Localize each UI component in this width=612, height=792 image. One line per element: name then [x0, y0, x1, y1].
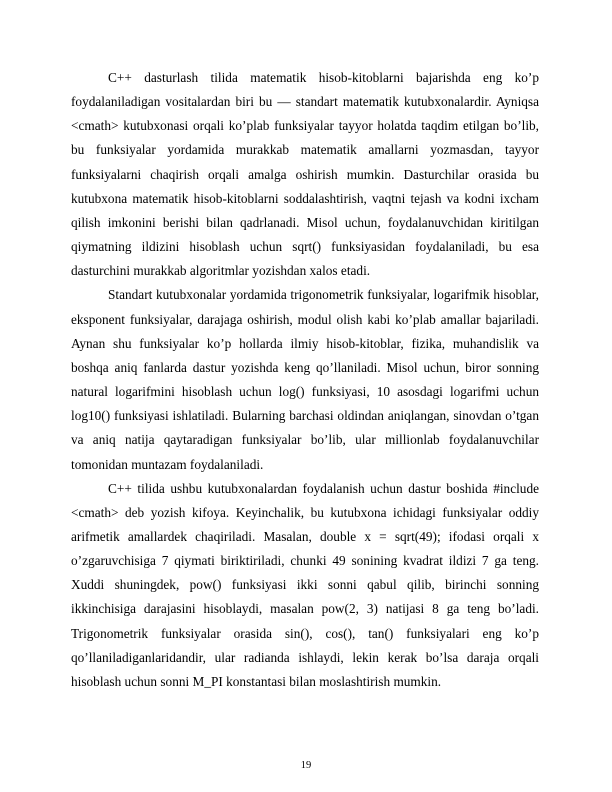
paragraph-cmath-intro: C++ dasturlash tilida matematik hisob-kitoblarni bajarishda eng ko’p foydalaniladigan vositalardan biri bu — standart matematik kutubxonalardir. Ayniqsa <cmath> kutubxonasi orqali ko’plab funksiyalar tayyor holatda taqdim etilgan bo’lib, bu funksiyalar yordamida murakkab matematik amallarni yozmasdan, tayyor funksiyalarni chaqirish orqali amalga oshirish mumkin. Dasturchilar orasida bu kutubxona matematik hisob-kitoblarni soddalashtirish, vaqtni tejash va kodni ixcham qilish imkonini berishi bilan qadrlanadi. Misol uchun, foydalanuvchidan kiritilgan qiymatning ildizini hisoblash uchun sqrt() funksiyasidan foydalaniladi, bu esa dasturchini murakkab algoritmlar yozishdan xalos etadi. — [71, 70, 539, 279]
document-body — [71, 66, 539, 694]
page-number: 19 — [300, 760, 312, 771]
paragraph-standard-functions: Standart kutubxonalar yordamida trigonometrik funksiyalar, logarifmik hisoblar, eksponent funksiyalar, darajaga oshirish, modul olish kabi ko’plab amallar bajariladi. Aynan shu funksiyalar ko’p hollarda ilmiy hisob-kitoblar, fizika, muhandislik va boshqa aniq fanlarda dastur yozishda keng qo’llaniladi. Misol uchun, biror sonning natural logarifmini hisoblash uchun log() funksiyasi, 10 asosdagi logarifmi uchun log10() funksiyasi ishlatiladi. Bularning barchasi oldindan aniqlangan, sinovdan o’tgan va aniq natija qaytaradigan funksiyalar bo’lib, ular millionlab foydalanuvchilar tomonidan muntazam foydalaniladi. — [71, 287, 539, 472]
paragraph-include-usage: C++ tilida ushbu kutubxonalardan foydalanish uchun dastur boshida #include <cmath> deb yozish kifoya. Keyinchalik, bu kutubxona ichidagi funksiyalar oddiy arifmetik amallardek chaqiriladi. Masalan, double x = sqrt(49); ifodasi orqali x o’zgaruvchisiga 7 qiymati biriktiriladi, chunki 49 sonining kvadrat ildizi 7 ga teng. Xuddi shuningdek, pow() funksiyasi ikki sonni qabul qilib, birinchi sonning ikkinchisiga darajasini hisoblaydi, masalan pow(2, 3) natijasi 8 ga teng bo’ladi. Trigonometrik funksiyalar orasida sin(), cos(), tan() funksiyalari eng ko’p qo’llaniladiganlaridandir, ular radianda ishlaydi, lekin kerak bo’lsa daraja orqali hisoblash uchun sonni M_PI konstantasi bilan moslashtirish mumkin. — [71, 480, 539, 689]
